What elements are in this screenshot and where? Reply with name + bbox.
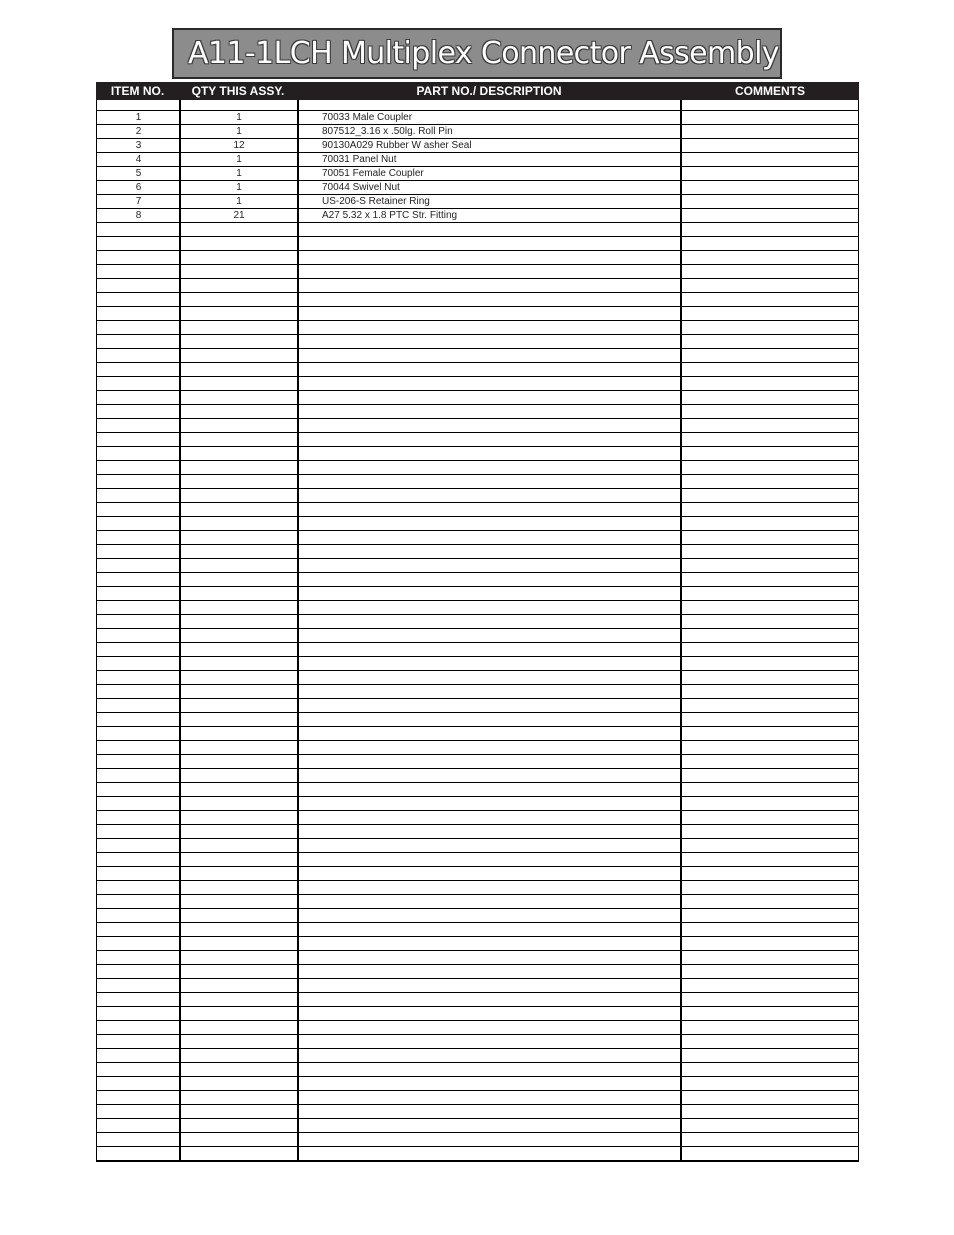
table-row <box>97 517 858 531</box>
table-row <box>97 657 858 671</box>
description-cell: 90130A029 Rubber W asher Seal <box>322 140 472 151</box>
table-row <box>97 307 858 321</box>
table-row <box>97 1119 858 1133</box>
table-row <box>97 797 858 811</box>
table-row <box>97 587 858 601</box>
qty-cell: 21 <box>233 210 245 221</box>
table-row <box>97 1007 858 1021</box>
table-row <box>97 965 858 979</box>
description-cell: 70044 Swivel Nut <box>322 182 400 193</box>
table-row <box>97 100 858 111</box>
table-row <box>97 335 858 349</box>
description-cell: A27 5.32 x 1.8 PTC Str. Fitting <box>322 210 458 221</box>
table-row <box>97 839 858 853</box>
description-cell: 70051 Female Coupler <box>322 168 424 179</box>
table-row <box>97 1049 858 1063</box>
table-row <box>97 783 858 797</box>
table-row <box>97 895 858 909</box>
description-cell: US-206-S Retainer Ring <box>322 196 430 207</box>
item-no-cell: 8 <box>135 210 142 221</box>
table-row <box>97 1133 858 1147</box>
table-row <box>97 195 858 209</box>
table-row <box>97 769 858 783</box>
table-row <box>97 979 858 993</box>
table-row <box>97 223 858 237</box>
qty-cell: 1 <box>236 168 242 179</box>
qty-cell: 1 <box>236 196 242 207</box>
table-row <box>97 1021 858 1035</box>
description-cell: 70033 Male Coupler <box>322 112 413 123</box>
table-row <box>97 167 858 181</box>
item-no-cell: 2 <box>135 126 142 137</box>
table-row <box>97 643 858 657</box>
table-row <box>97 825 858 839</box>
table-row <box>97 139 858 153</box>
table-row <box>97 1077 858 1091</box>
table-row <box>97 391 858 405</box>
table-row <box>97 321 858 335</box>
table-row <box>97 461 858 475</box>
description-cell: 70031 Panel Nut <box>322 154 397 165</box>
table-row <box>97 573 858 587</box>
table-row <box>97 1105 858 1119</box>
table-row <box>97 853 858 867</box>
qty-cell: 12 <box>233 140 245 151</box>
table-row <box>97 699 858 713</box>
table-row <box>97 111 858 125</box>
table-row <box>97 237 858 251</box>
table-row <box>97 937 858 951</box>
table-header <box>96 82 859 100</box>
table-row <box>97 755 858 769</box>
table-row <box>97 377 858 391</box>
header-item-no: ITEM NO. <box>110 84 165 98</box>
header-comments: COMMENTS <box>735 84 805 98</box>
page-title: A11-1LCH Multiplex Connector Assembly <box>188 36 779 71</box>
table-row <box>97 405 858 419</box>
table-row <box>97 447 858 461</box>
table-row <box>97 741 858 755</box>
table-row <box>97 251 858 265</box>
header-qty: QTY THIS ASSY. <box>191 84 285 98</box>
item-no-cell: 6 <box>135 182 142 193</box>
table-row <box>97 265 858 279</box>
table-row <box>97 713 858 727</box>
table-row <box>97 559 858 573</box>
table-row <box>97 881 858 895</box>
qty-cell: 1 <box>236 182 242 193</box>
table-row <box>97 1091 858 1105</box>
item-no-cell: 1 <box>135 112 142 123</box>
table-row <box>97 685 858 699</box>
table-row <box>97 951 858 965</box>
table-row <box>97 419 858 433</box>
table-row <box>97 349 858 363</box>
item-no-cell: 3 <box>135 140 142 151</box>
item-no-cell: 7 <box>135 196 142 207</box>
header-description: PART NO./ DESCRIPTION <box>416 84 562 98</box>
table-row <box>97 993 858 1007</box>
table-row <box>97 293 858 307</box>
table-row <box>97 867 858 881</box>
table-row <box>97 475 858 489</box>
table-row <box>97 545 858 559</box>
table-row <box>97 1063 858 1077</box>
table-row <box>97 671 858 685</box>
table-row <box>97 531 858 545</box>
table-row <box>97 489 858 503</box>
table-row <box>97 923 858 937</box>
qty-cell: 1 <box>236 126 242 137</box>
table-row <box>97 629 858 643</box>
item-no-cell: 4 <box>135 154 142 165</box>
table-row <box>97 811 858 825</box>
table-row <box>97 615 858 629</box>
table-row <box>97 125 858 139</box>
table-row <box>97 153 858 167</box>
table-row <box>97 433 858 447</box>
table-row <box>97 909 858 923</box>
table-row <box>97 181 858 195</box>
table-row <box>97 363 858 377</box>
title-banner <box>172 28 782 79</box>
table-row <box>97 727 858 741</box>
table-row <box>97 601 858 615</box>
description-cell: 807512_3.16 x .50lg. Roll Pin <box>322 126 453 137</box>
parts-table <box>96 100 859 1162</box>
table-row <box>97 1035 858 1049</box>
qty-cell: 1 <box>236 154 242 165</box>
item-no-cell: 5 <box>135 168 142 179</box>
table-row <box>97 279 858 293</box>
qty-cell: 1 <box>236 112 242 123</box>
table-row <box>97 1147 858 1161</box>
table-row <box>97 209 858 223</box>
table-row <box>97 503 858 517</box>
